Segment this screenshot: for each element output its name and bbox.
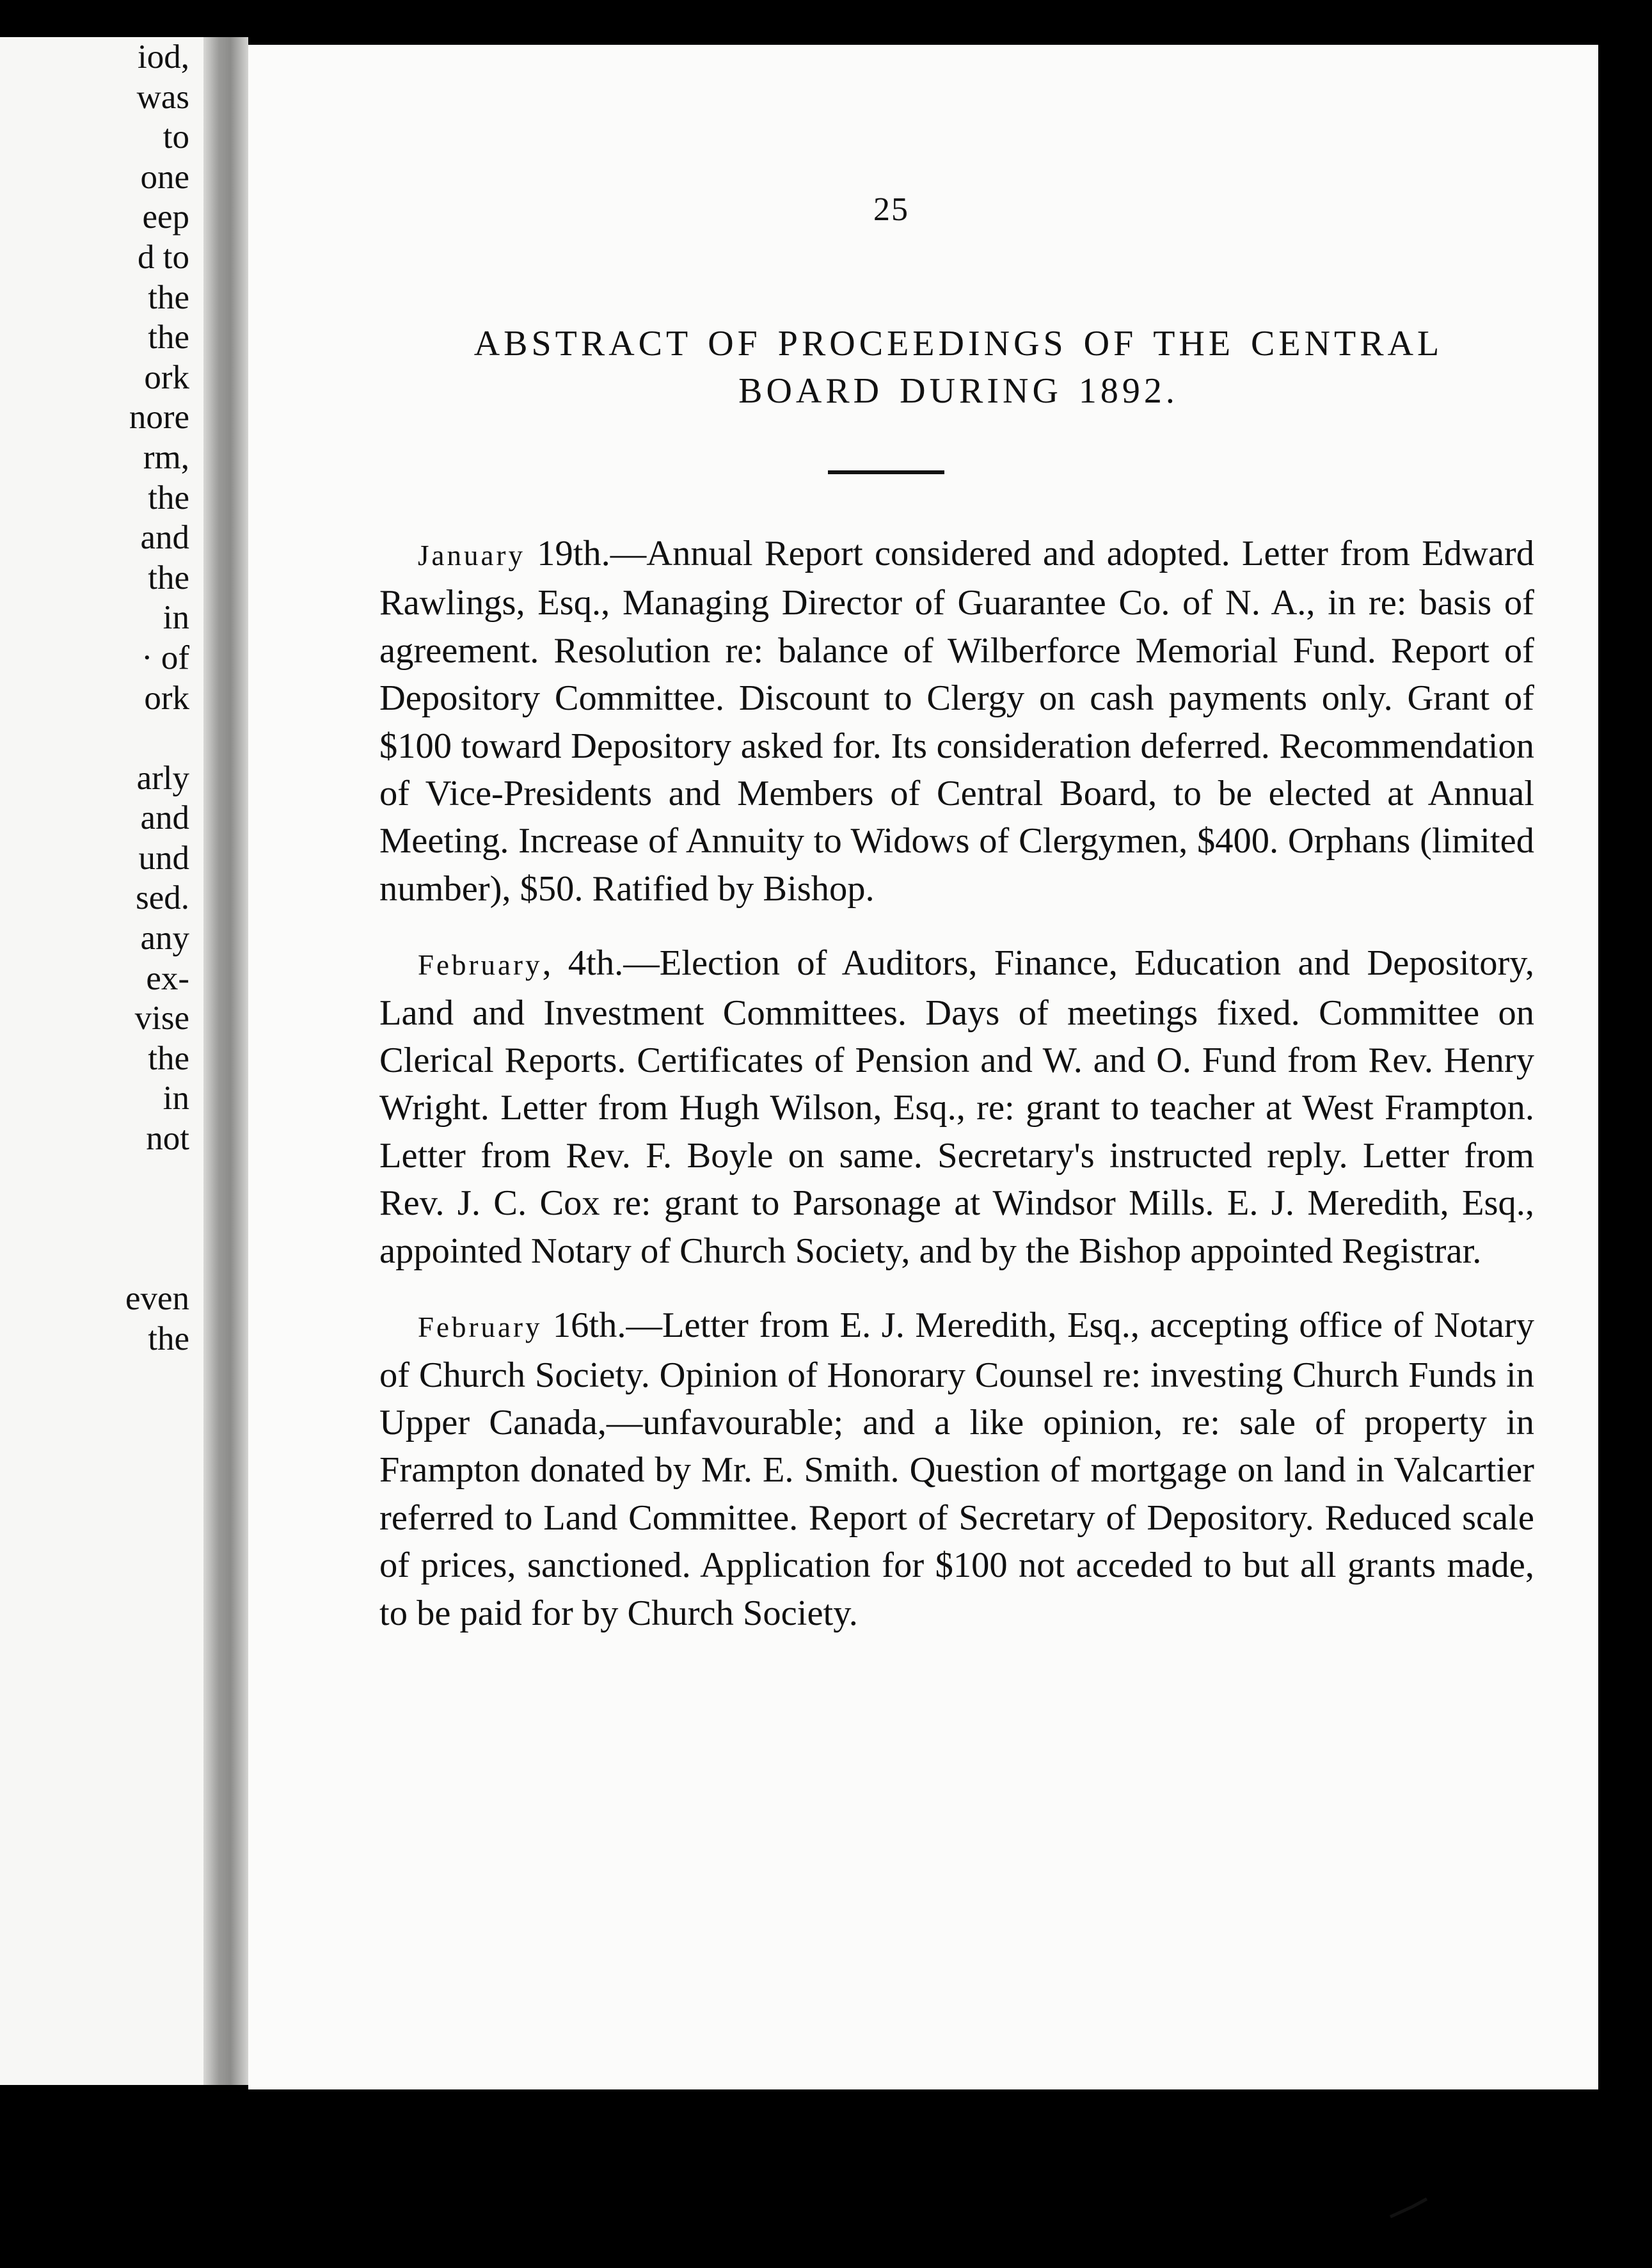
previous-page-line: was <box>136 78 189 116</box>
previous-page-line: sed. <box>136 879 189 917</box>
ink-mark <box>1387 2195 1432 2221</box>
previous-page-line <box>125 718 189 758</box>
entry-date: 16th. <box>542 1306 626 1346</box>
previous-page-line-endings <box>125 37 189 1359</box>
previous-page-line: the <box>148 479 189 516</box>
entry-month: January <box>418 539 525 571</box>
previous-page-line: any <box>140 920 189 957</box>
proceedings-body <box>379 530 1534 1664</box>
previous-page-line: ex- <box>146 959 189 997</box>
previous-page-line: d to <box>138 238 189 276</box>
entry-text: —Letter from E. J. Meredith, Esq., accepting office of Notary of Church Society. Opinion of Honorary Counsel re: investing Church Funds in Upper Canada,—unfavourable; and a like opinion, re: sale of property in Frampton donated by Mr. E. Smith. Question of mortgage on land in Valcartier referred to Land Committee. Report of Secretary of Depository. Reduced scale of prices, sanctioned. Application for $100 not acceded to but all grants made, to be paid for by Church Society. <box>379 1306 1534 1633</box>
previous-page-line: · of <box>141 639 189 676</box>
entry-text: —Election of Auditors, Finance, Education and Depository, Land and Investment Committees. Days of meetings fixed. Committee on Clerical Reports. Certificates of Pension and W. and O. Fund from Rev. Henry Wright. Letter from Hugh Wilson, Esq., re: grant to teacher at West Frampton. Letter from Rev. F. Boyle on same. Secretary's instructed reply. Letter from Rev. J. C. Cox re: grant to Parsonage at Windsor Mills. E. J. Meredith, Esq., appointed Notary of Church Society, and by the Bishop appointed Registrar. <box>379 943 1535 1271</box>
title-line-2: BOARD DURING 1892. <box>738 371 1179 411</box>
entry-february-4 <box>379 939 1534 1275</box>
previous-page-line: the <box>148 559 189 596</box>
previous-page-line: even <box>125 1280 189 1318</box>
entry-month: February <box>418 949 543 982</box>
previous-page-line: arly <box>136 759 189 797</box>
title-rule <box>828 470 944 474</box>
entry-date: , 4th. <box>542 943 624 984</box>
entry-month: February <box>418 1311 543 1344</box>
page-title <box>376 320 1541 415</box>
previous-page-line: ork <box>144 679 189 717</box>
previous-page-line: rm, <box>143 438 189 476</box>
previous-page-line: iod, <box>138 38 189 76</box>
previous-page-line: one <box>140 158 189 196</box>
document-page <box>248 45 1598 2089</box>
previous-page-line: vise <box>134 1000 189 1037</box>
previous-page-line: eep <box>142 198 189 236</box>
entry-february-16 <box>379 1302 1534 1637</box>
previous-page-line <box>125 1239 189 1279</box>
previous-page-fragment <box>0 37 203 2085</box>
previous-page-line: and <box>140 519 189 557</box>
book-gutter <box>203 37 248 2085</box>
previous-page-line: in <box>163 1080 189 1117</box>
previous-page-line <box>125 1199 189 1239</box>
previous-page-line: in <box>163 599 189 637</box>
entry-date: 19th. <box>525 534 610 573</box>
previous-page-line: to <box>163 118 189 156</box>
previous-page-line: und <box>138 839 189 877</box>
previous-page-line: ork <box>144 358 189 396</box>
title-line-1: ABSTRACT OF PROCEEDINGS OF THE CENTRAL <box>473 324 1443 363</box>
previous-page-line: the <box>148 1320 189 1357</box>
previous-page-line: not <box>146 1120 189 1158</box>
previous-page-line: the <box>148 1039 189 1077</box>
entry-text: —Annual Report considered and adopted. Letter from Edward Rawlings, Esq., Managing Director of Guarantee Co. of N. A., in re: basis of agreement. Resolution re: balance of Wilberforce Memorial Fund. Report of Depository Committee. Discount to Clergy on cash payments only. Grant of $100 toward Depository asked for. Its consideration deferred. Recommendation of Vice-Presidents and Members of Central Board, to be elected at Annual Meeting. Increase of Annuity to Widows of Clergymen, $400. Orphans (limited number), $50. Ratified by Bishop. <box>379 534 1534 909</box>
previous-page-line: and <box>140 799 189 837</box>
previous-page-line: the <box>148 319 189 356</box>
entry-january-19 <box>379 530 1534 913</box>
page-number: 25 <box>873 191 909 228</box>
previous-page-line <box>125 1159 189 1199</box>
previous-page-line: the <box>148 278 189 316</box>
previous-page-line: nore <box>129 399 189 436</box>
